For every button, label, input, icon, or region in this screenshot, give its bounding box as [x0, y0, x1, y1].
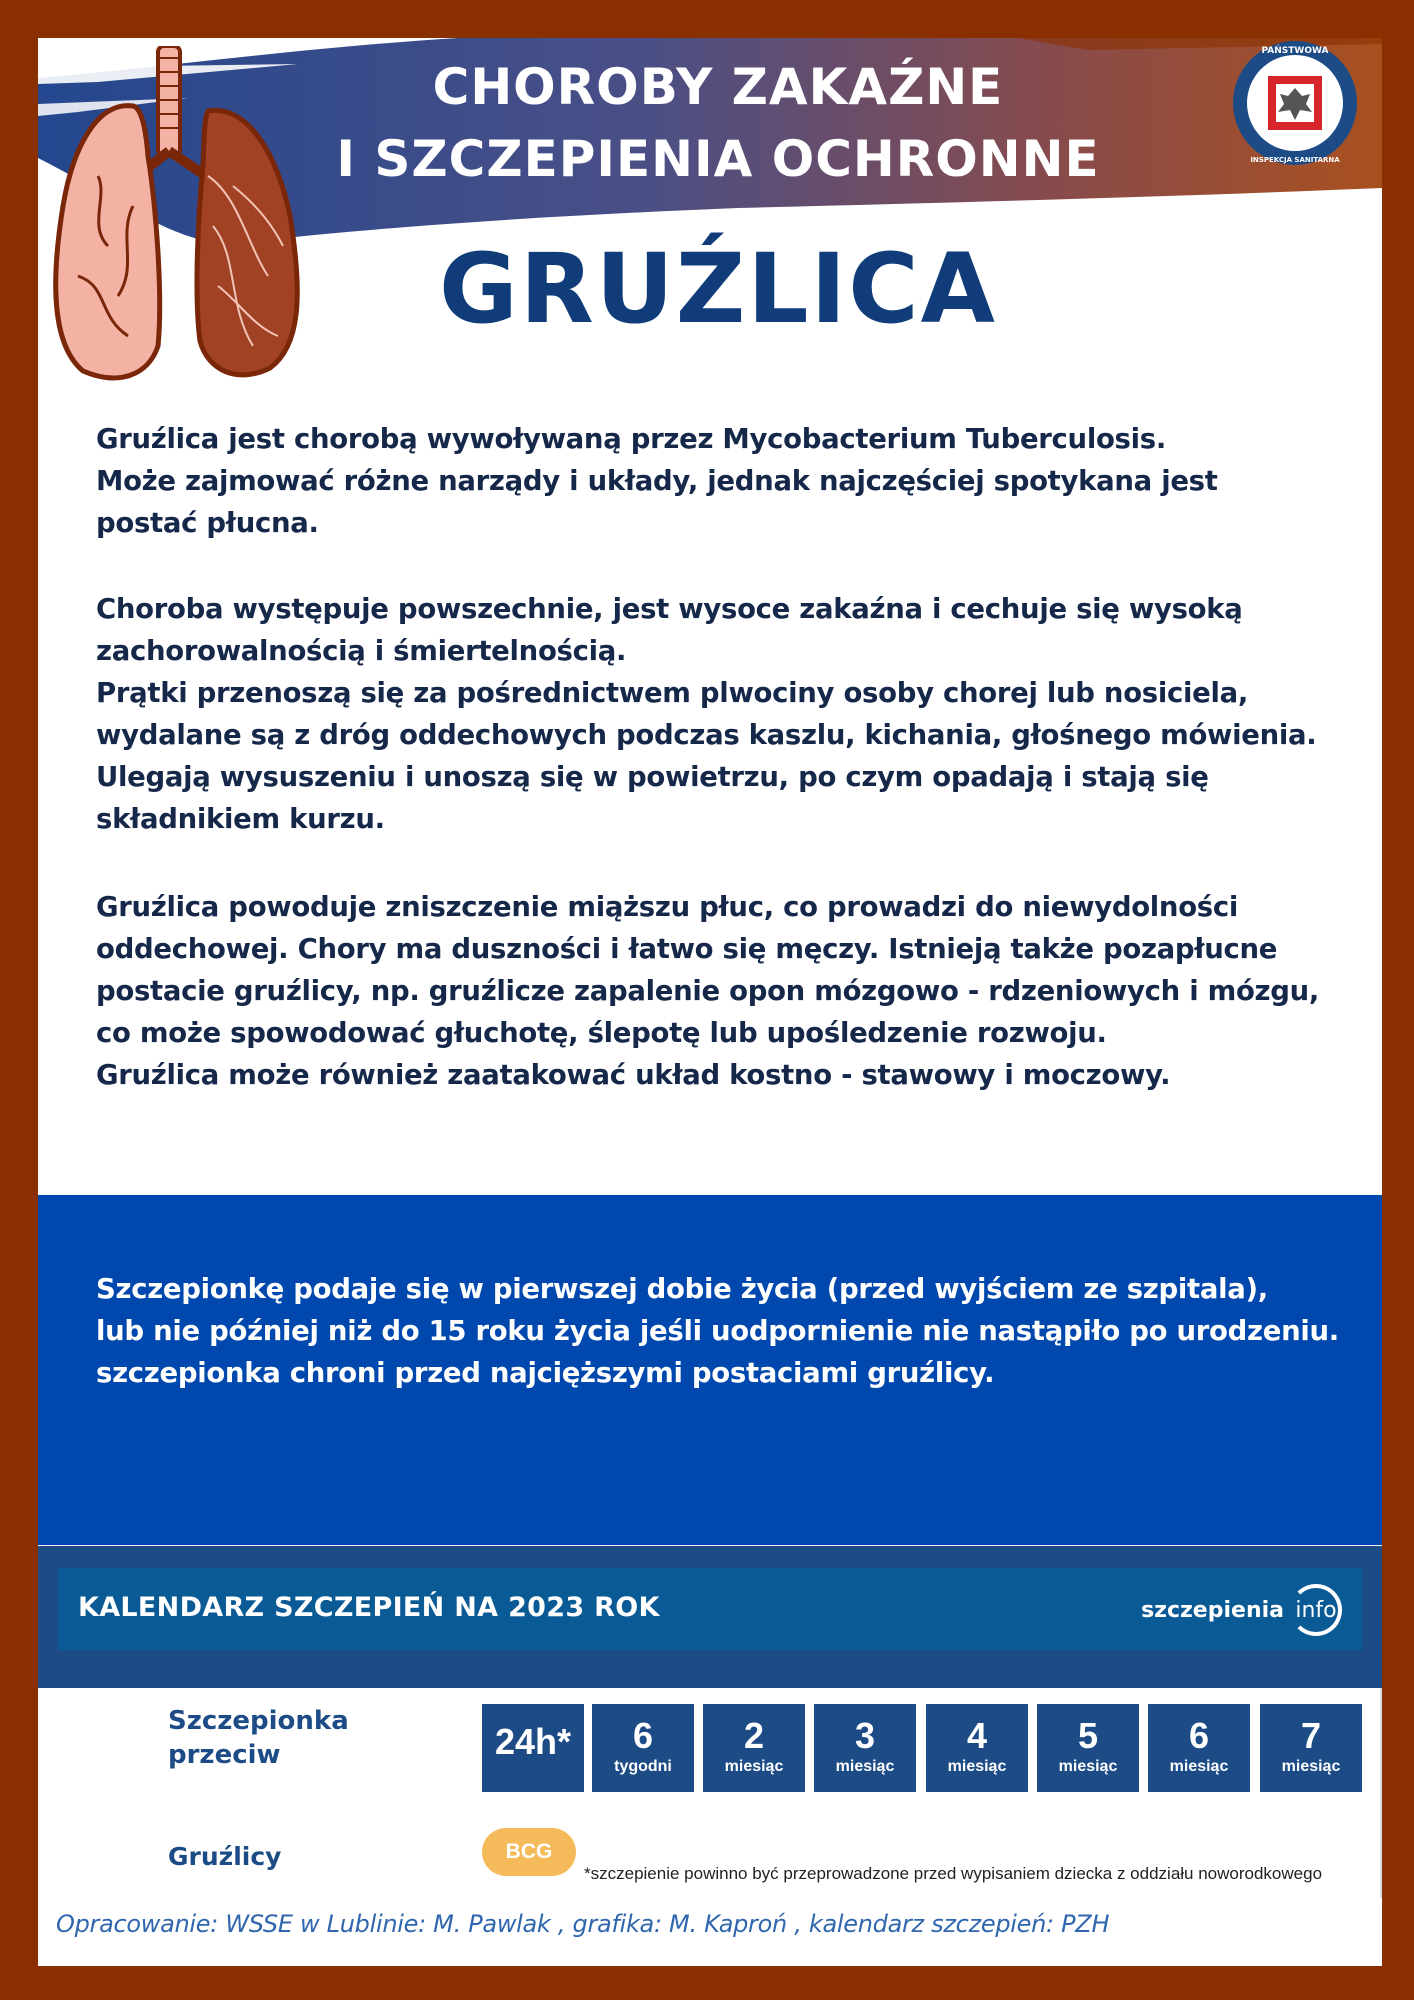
- age-unit: tygodni: [614, 1758, 672, 1775]
- calendar-header-bar: [58, 1568, 1362, 1650]
- age-column-6-month: [1148, 1704, 1250, 1792]
- age-number: 6: [1188, 1715, 1210, 1756]
- row-header-line: przeciw: [168, 1740, 281, 1770]
- paragraph-line: Prątki przenoszą się za pośrednictwem plwociny osoby chorej lub nosiciela,: [96, 677, 1249, 709]
- brand-text: szczepienia: [1141, 1597, 1284, 1623]
- calendar-footnote: *szczepienie powinno być przeprowadzone przed wypisaniem dziecka z oddziału noworodkowego: [584, 1864, 1323, 1883]
- paragraph-line: Choroba występuje powszechnie, jest wysoce zakaźna i cechuje się wysoką: [96, 593, 1243, 625]
- vaccine-info-line: Szczepionkę podaje się w pierwszej dobie życia (przed wyjściem ze szpitala),: [96, 1273, 1268, 1305]
- age-number: 2: [743, 1715, 765, 1756]
- paragraph-line: co może spowodować głuchotę, ślepotę lub upośledzenie rozwoju.: [96, 1017, 1107, 1049]
- vaccine-info-text: [96, 1268, 1366, 1394]
- paragraph-line: Gruźlica może również zaatakować układ kostno - stawowy i moczowy.: [96, 1059, 1171, 1091]
- age-column-3-month: [814, 1704, 916, 1792]
- paragraph-1: [96, 418, 1346, 544]
- age-column-5-month: [1037, 1704, 1139, 1792]
- age-column-4-month: [926, 1704, 1028, 1792]
- paragraph-3: [96, 886, 1346, 1096]
- calendar-title: KALENDARZ SZCZEPIEŃ NA 2023 ROK: [78, 1592, 660, 1623]
- paragraph-line: Może zajmować różne narządy i układy, jednak najczęściej spotykana jest: [96, 465, 1218, 497]
- age-column-7-month: [1260, 1704, 1362, 1792]
- sanitary-inspection-logo: [1230, 38, 1360, 168]
- age-unit: miesiąc: [1058, 1758, 1118, 1775]
- lungs-illustration: [38, 46, 318, 386]
- paragraph-2: [96, 588, 1346, 840]
- brand-info-icon: info: [1290, 1584, 1342, 1636]
- age-unit: miesiąc: [835, 1758, 895, 1775]
- disease-label: Gruźlicy: [168, 1842, 282, 1871]
- calendar-header: [38, 1546, 1382, 1688]
- paragraph-line: wydalane są z dróg oddechowych podczas kaszlu, kichania, głośnego mówienia.: [96, 719, 1317, 751]
- vaccine-info-line: szczepionka chroni przed najcięższymi postaciami gruźlicy.: [96, 1357, 995, 1389]
- paragraph-line: Gruźlica jest chorobą wywoływaną przez Mycobacterium Tuberculosis.: [96, 423, 1166, 455]
- paragraph-line: zachorowalnością i śmiertelnością.: [96, 635, 627, 667]
- bcg-vaccine-badge: BCG: [482, 1828, 576, 1876]
- age-number: 5: [1077, 1715, 1099, 1756]
- logo-text-bottom: INSPEKCJA SANITARNA: [1250, 156, 1340, 164]
- age-number: 4: [966, 1715, 988, 1756]
- age-number: 24h*: [494, 1721, 572, 1762]
- poster: [38, 38, 1382, 1966]
- age-number: 3: [854, 1715, 876, 1756]
- age-number: 7: [1300, 1715, 1322, 1756]
- column-header-vaccine-against: [168, 1704, 408, 1772]
- logo-text-top: PAŃSTWOWA: [1261, 46, 1329, 56]
- age-column-2-month: [703, 1704, 805, 1792]
- paragraph-line: Ulegają wysuszeniu i unoszą się w powietrzu, po czym opadają i stają się: [96, 761, 1209, 793]
- credits: Opracowanie: WSSE w Lublinie: M. Pawlak , grafika: M. Kaproń , kalendarz szczepień: PZH: [56, 1910, 1110, 1938]
- vaccination-calendar: [38, 1546, 1382, 1898]
- main-title: GRUŹLICA: [439, 233, 997, 345]
- age-column-6-weeks: [592, 1704, 694, 1792]
- age-unit: miesiąc: [724, 1758, 784, 1775]
- age-unit: miesiąc: [947, 1758, 1007, 1775]
- paragraph-line: oddechowej. Chory ma duszności i łatwo się męczy. Istnieją także pozapłucne: [96, 933, 1278, 965]
- szczepienia-info-logo: [1141, 1582, 1342, 1638]
- paragraph-line: postać płucna.: [96, 507, 319, 539]
- header-title-line-1: CHOROBY ZAKAŹNE: [432, 58, 1004, 116]
- paragraph-line: Gruźlica powoduje zniszczenie miąższu płuc, co prowadzi do niewydolności: [96, 891, 1238, 923]
- age-unit: miesiąc: [1169, 1758, 1229, 1775]
- age-number: 6: [632, 1715, 654, 1756]
- age-column-24h: [482, 1704, 584, 1792]
- header-title-line-2: I SZCZEPIENIA OCHRONNE: [336, 130, 1100, 188]
- vaccine-info-line: lub nie później niż do 15 roku życia jeśli uodpornienie nie nastąpiło po urodzeniu.: [96, 1315, 1339, 1347]
- paragraph-line: składnikiem kurzu.: [96, 803, 385, 835]
- row-header-line: Szczepionka: [168, 1706, 349, 1736]
- paragraph-line: postacie gruźlicy, np. gruźlicze zapalenie opon mózgowo - rdzeniowych i mózgu,: [96, 975, 1320, 1007]
- age-unit: miesiąc: [1281, 1758, 1341, 1775]
